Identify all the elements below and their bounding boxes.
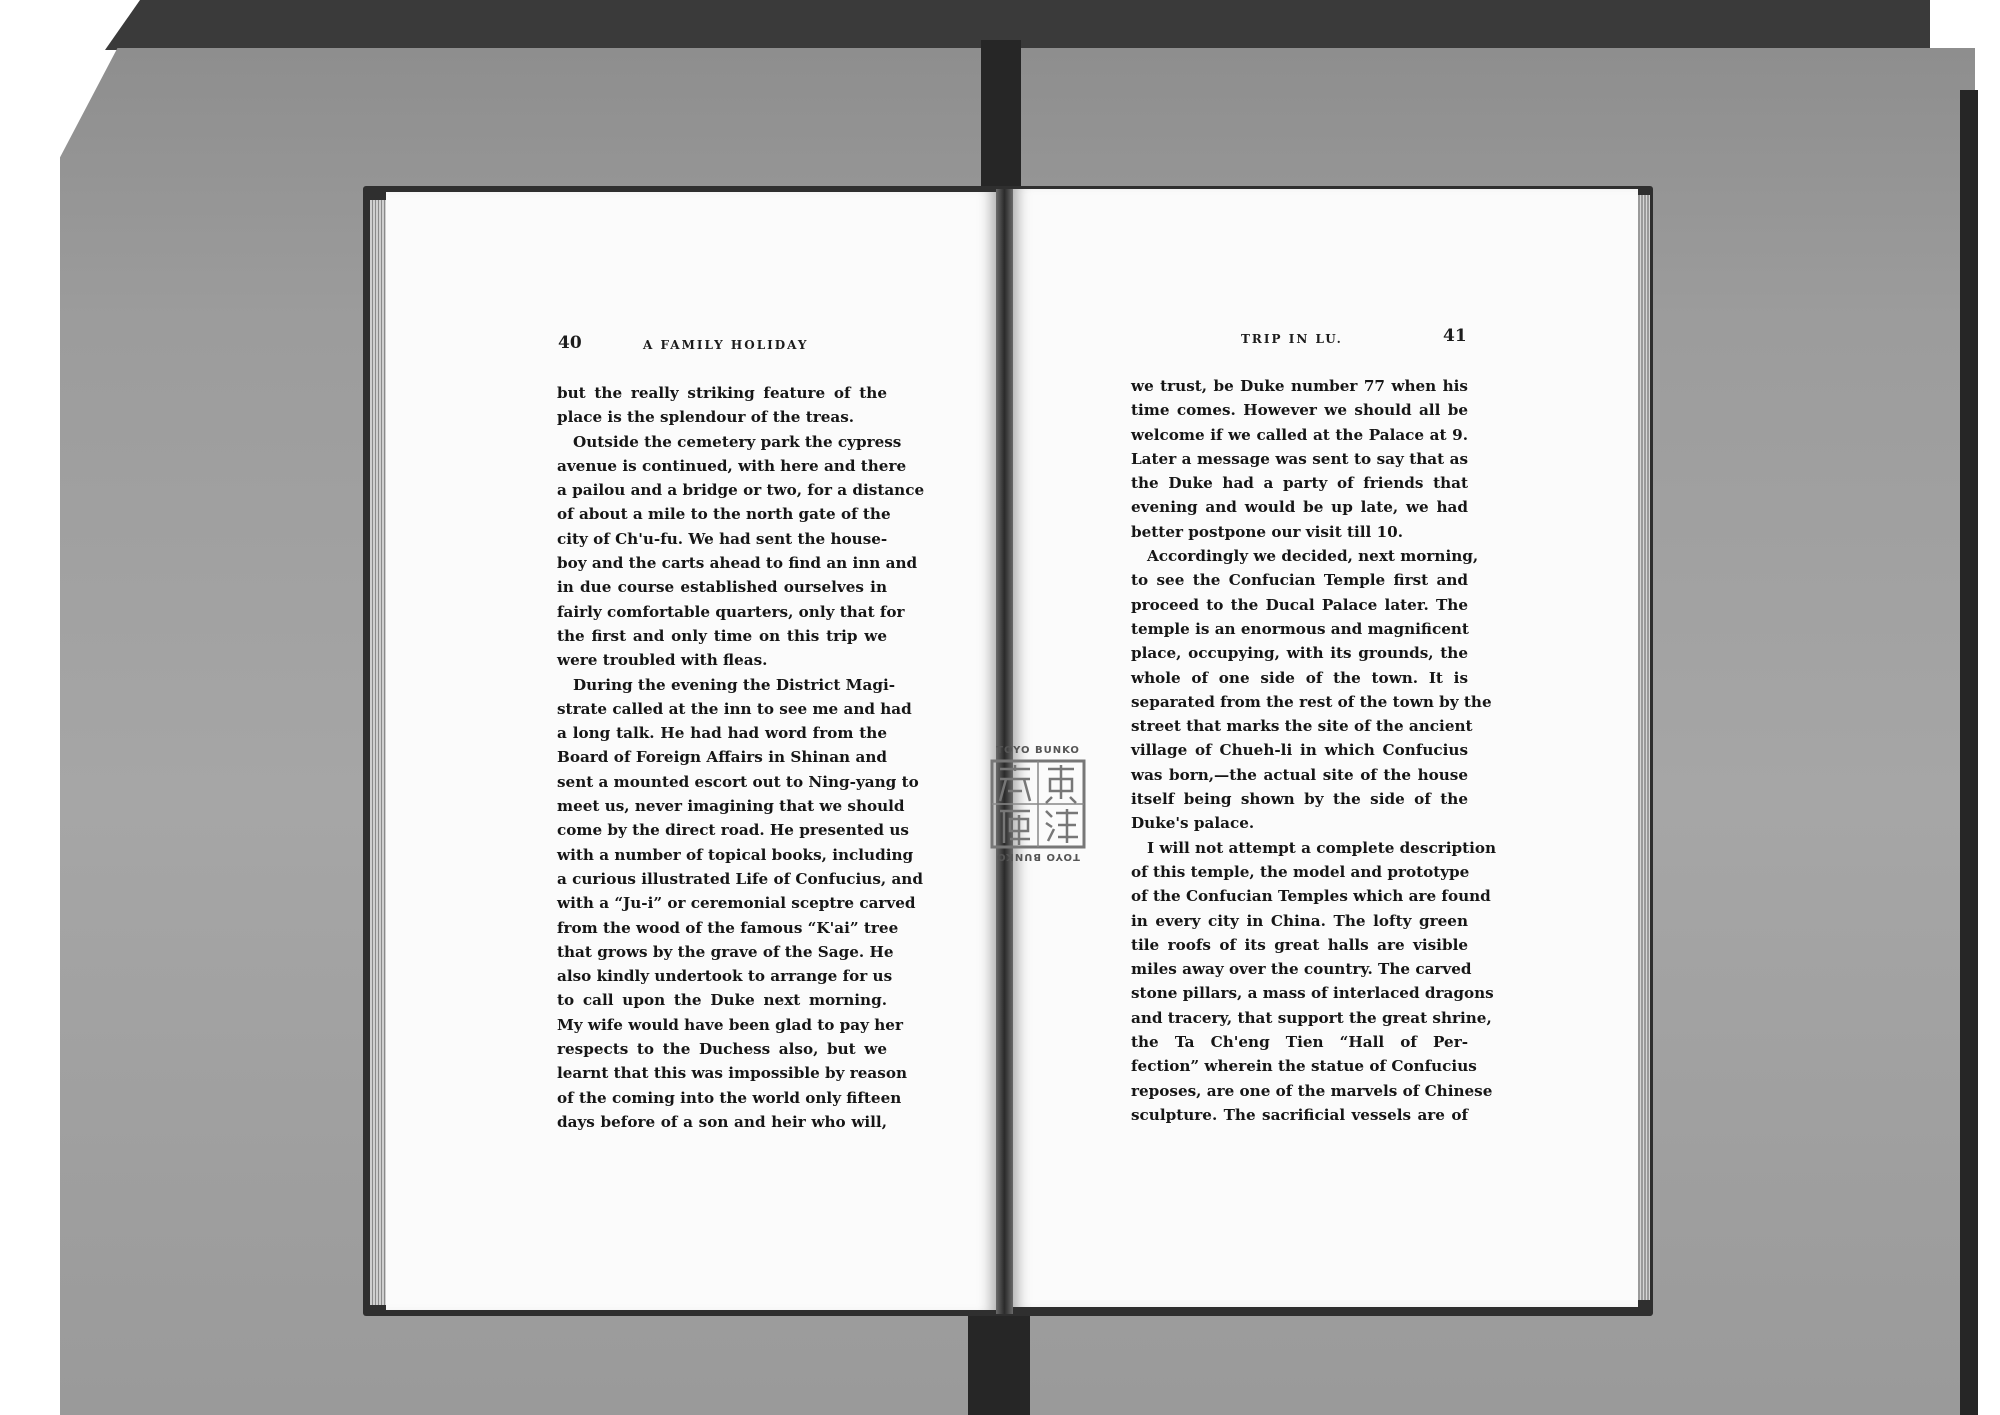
- text-line: Board of Foreign Affairs in Shinan and: [557, 748, 887, 767]
- text-line: but the really striking feature of the: [557, 384, 887, 402]
- text-line: we trust, be Duke number 77 when his: [1131, 377, 1468, 395]
- page-edges-left: [370, 200, 386, 1305]
- text-line: evening and would be up late, we had: [1131, 498, 1468, 517]
- binding-strap-bottom: [968, 1300, 1030, 1415]
- text-line: Accordingly we decided, next morning,: [1147, 547, 1479, 566]
- stamp-text-top: TOYO BUNKO: [996, 745, 1080, 756]
- text-line: were troubled with fleas.: [557, 651, 768, 670]
- text-line: reposes, are one of the marvels of Chinese: [1131, 1081, 1493, 1100]
- library-stamp: [988, 745, 1088, 865]
- text-line: and tracery, that support the great shrine,: [1131, 1008, 1492, 1027]
- text-line: also kindly undertook to arrange for us: [557, 967, 893, 986]
- text-line: of the Confucian Temples which are found: [1131, 887, 1491, 906]
- text-line: days before of a son and heir who will,: [557, 1112, 887, 1131]
- text-line: to call upon the Duke next morning.: [557, 991, 887, 1010]
- text-line: sent a mounted escort out to Ning-yang to: [557, 772, 919, 791]
- text-line: fairly comfortable quarters, only that for: [557, 602, 905, 621]
- text-line: welcome if we called at the Palace at 9.: [1131, 425, 1468, 444]
- text-line: to see the Confucian Temple first and: [1131, 571, 1468, 590]
- text-line: with a “Ju-i” or ceremonial sceptre carved: [557, 894, 916, 913]
- text-line: Later a message was sent to say that as: [1131, 449, 1468, 468]
- text-line: in every city in China. The lofty green: [1131, 911, 1468, 930]
- right-page-number: 41: [1443, 326, 1467, 346]
- text-line: better postpone our visit till 10.: [1131, 522, 1404, 541]
- text-line: itself being shown by the side of the: [1131, 790, 1468, 809]
- text-line: respects to the Duchess also, but we: [557, 1040, 887, 1059]
- text-line: city of Ch'u-fu. We had sent the house-: [557, 529, 888, 548]
- text-line: of about a mile to the north gate of the: [557, 505, 891, 524]
- text-line: Duke's palace.: [1131, 814, 1255, 833]
- text-line: with a number of topical books, including: [557, 845, 914, 864]
- stamp-seal-icon: [988, 759, 1088, 851]
- text-line: a curious illustrated Life of Confucius, and: [557, 869, 923, 888]
- text-line: avenue is continued, with here and there: [557, 456, 907, 475]
- text-line: sculpture. The sacrificial vessels are of: [1131, 1105, 1468, 1124]
- text-line: whole of one side of the town. It is: [1131, 668, 1468, 687]
- text-line: tile roofs of its great halls are visible: [1131, 935, 1468, 954]
- text-line: Outside the cemetery park the cypress: [573, 432, 902, 451]
- stamp-text-bottom: TOYO BUNKO: [996, 851, 1080, 862]
- text-line: village of Chueh-li in which Confucius: [1131, 741, 1468, 760]
- text-line: fection” wherein the statue of Confucius: [1131, 1057, 1477, 1076]
- text-line: the Ta Ch'eng Tien “Hall of Per-: [1131, 1033, 1468, 1052]
- left-running-head: A FAMILY HOLIDAY: [643, 338, 809, 352]
- text-line: stone pillars, a mass of interlaced dragons: [1131, 984, 1494, 1003]
- text-line: separated from the rest of the town by the: [1131, 692, 1492, 711]
- right-page-text: [1131, 374, 1497, 1127]
- text-line: temple is an enormous and magnificent: [1131, 619, 1469, 638]
- left-page-text: [557, 381, 925, 1134]
- text-line: learnt that this was impossible by reason: [557, 1064, 907, 1083]
- text-line: During the evening the District Magi-: [573, 675, 896, 694]
- text-line: a long talk. He had had word from the: [557, 724, 887, 743]
- text-line: My wife would have been glad to pay her: [557, 1015, 903, 1034]
- binding-strap-top: [981, 40, 1021, 190]
- text-line: that grows by the grave of the Sage. He: [557, 942, 894, 961]
- scanner-right-edge: [1960, 90, 1978, 1415]
- text-line: I will not attempt a complete description: [1147, 838, 1497, 857]
- text-line: boy and the carts ahead to find an inn and: [557, 554, 918, 573]
- text-line: the first and only time on this trip we: [557, 626, 887, 645]
- right-running-head: TRIP IN LU.: [1241, 332, 1343, 346]
- text-line: miles away over the country. The carved: [1131, 960, 1472, 979]
- text-line: come by the direct road. He presented us: [557, 821, 909, 840]
- text-line: time comes. However we should all be: [1131, 401, 1468, 420]
- text-line: proceed to the Ducal Palace later. The: [1131, 595, 1468, 614]
- text-line: strate called at the inn to see me and had: [557, 699, 912, 718]
- left-page-number: 40: [558, 333, 582, 353]
- text-line: a pailou and a bridge or two, for a distance: [557, 481, 925, 500]
- text-line: the Duke had a party of friends that: [1131, 474, 1468, 493]
- text-line: was born,—the actual site of the house: [1131, 765, 1468, 784]
- text-line: from the wood of the famous “K'ai” tree: [557, 918, 899, 937]
- text-line: street that marks the site of the ancient: [1131, 717, 1473, 736]
- text-line: place is the splendour of the treas.: [557, 408, 855, 427]
- text-line: in due course established ourselves in: [557, 578, 887, 597]
- text-line: of this temple, the model and prototype: [1131, 862, 1470, 881]
- text-line: of the coming into the world only fifteen: [557, 1088, 902, 1107]
- page-edges-right: [1638, 195, 1650, 1300]
- text-line: meet us, never imagining that we should: [557, 797, 905, 816]
- text-line: place, occupying, with its grounds, the: [1131, 644, 1468, 663]
